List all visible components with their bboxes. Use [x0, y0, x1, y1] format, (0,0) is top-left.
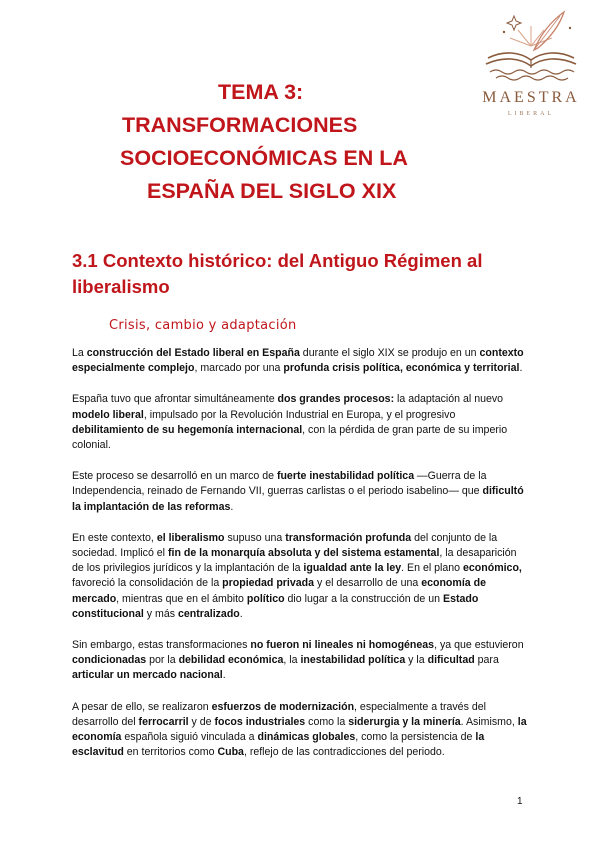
title-line-2: TRANSFORMACIONES	[122, 113, 358, 137]
subsection-heading: Crisis, cambio y adaptación	[109, 318, 297, 333]
paragraph: A pesar de ello, se realizaron esfuerzos de modernización, especialmente a través del desarrollo del ferrocarril y de focos industriales como la siderurgia y la minería. Asimismo, la economía española siguió vinculada a dinámicas globales, como la persistencia de la esclavitud en territorios como Cuba, reflejo de las contradicciones del periodo.	[72, 700, 527, 759]
title-line-3: SOCIOECONÓMICAS EN LA	[120, 146, 408, 170]
paragraph: Sin embargo, estas transformaciones no fueron ni lineales ni homogéneas, ya que estuvieron condicionadas por la debilidad económica, la inestabilidad política y la dificultad para articular un mercado nacional.	[72, 639, 524, 682]
logo-wordmark: MAESTRA	[482, 89, 580, 106]
title-line-1: TEMA 3:	[218, 80, 304, 104]
paragraph: España tuvo que afrontar simultáneamente dos grandes procesos: la adaptación al nuevo modelo liberal, impulsado por la Revolución Industrial en Europa, y el progresivo debilitamiento de su hegemonía internacional, con la pérdida de gran parte de su imperio colonial.	[72, 393, 508, 452]
body-text	[72, 346, 528, 776]
page-number: 1	[517, 796, 523, 807]
paragraph: En este contexto, el liberalismo supuso una transformación profunda del conjunto de la sociedad. Implicó el fin de la monarquía absoluta y del sistema estamental, la desaparición de los privilegios jurídicos y la implantación de la igualdad ante la ley. En el plano económico, favoreció la consolidación de la propiedad privada y el desarrollo de una economía de mercado, mientras que en el ámbito político dio lugar a la construcción de un Estado constitucional y más centralizado.	[72, 531, 522, 620]
paragraph: Este proceso se desarrolló en un marco de fuerte inestabilidad política —Guerra de la Independencia, reinado de Fernando VII, guerras carlistas o el periodo isabelino— que dificultó la implantación de las reformas.	[72, 470, 524, 513]
title-line-4: ESPAÑA DEL SIGLO XIX	[147, 179, 397, 203]
paragraph: La construcción del Estado liberal en España durante el siglo XIX se produjo en un contexto especialmente complejo, marcado por una profunda crisis política, económica y territorial.	[72, 347, 524, 375]
page-title	[100, 76, 500, 208]
section-heading: 3.1 Contexto histórico: del Antiguo Régimen al liberalismo	[72, 250, 483, 297]
open-book-quill-logo-icon	[474, 6, 588, 86]
logo-subtitle: LIBERAL	[507, 111, 555, 117]
